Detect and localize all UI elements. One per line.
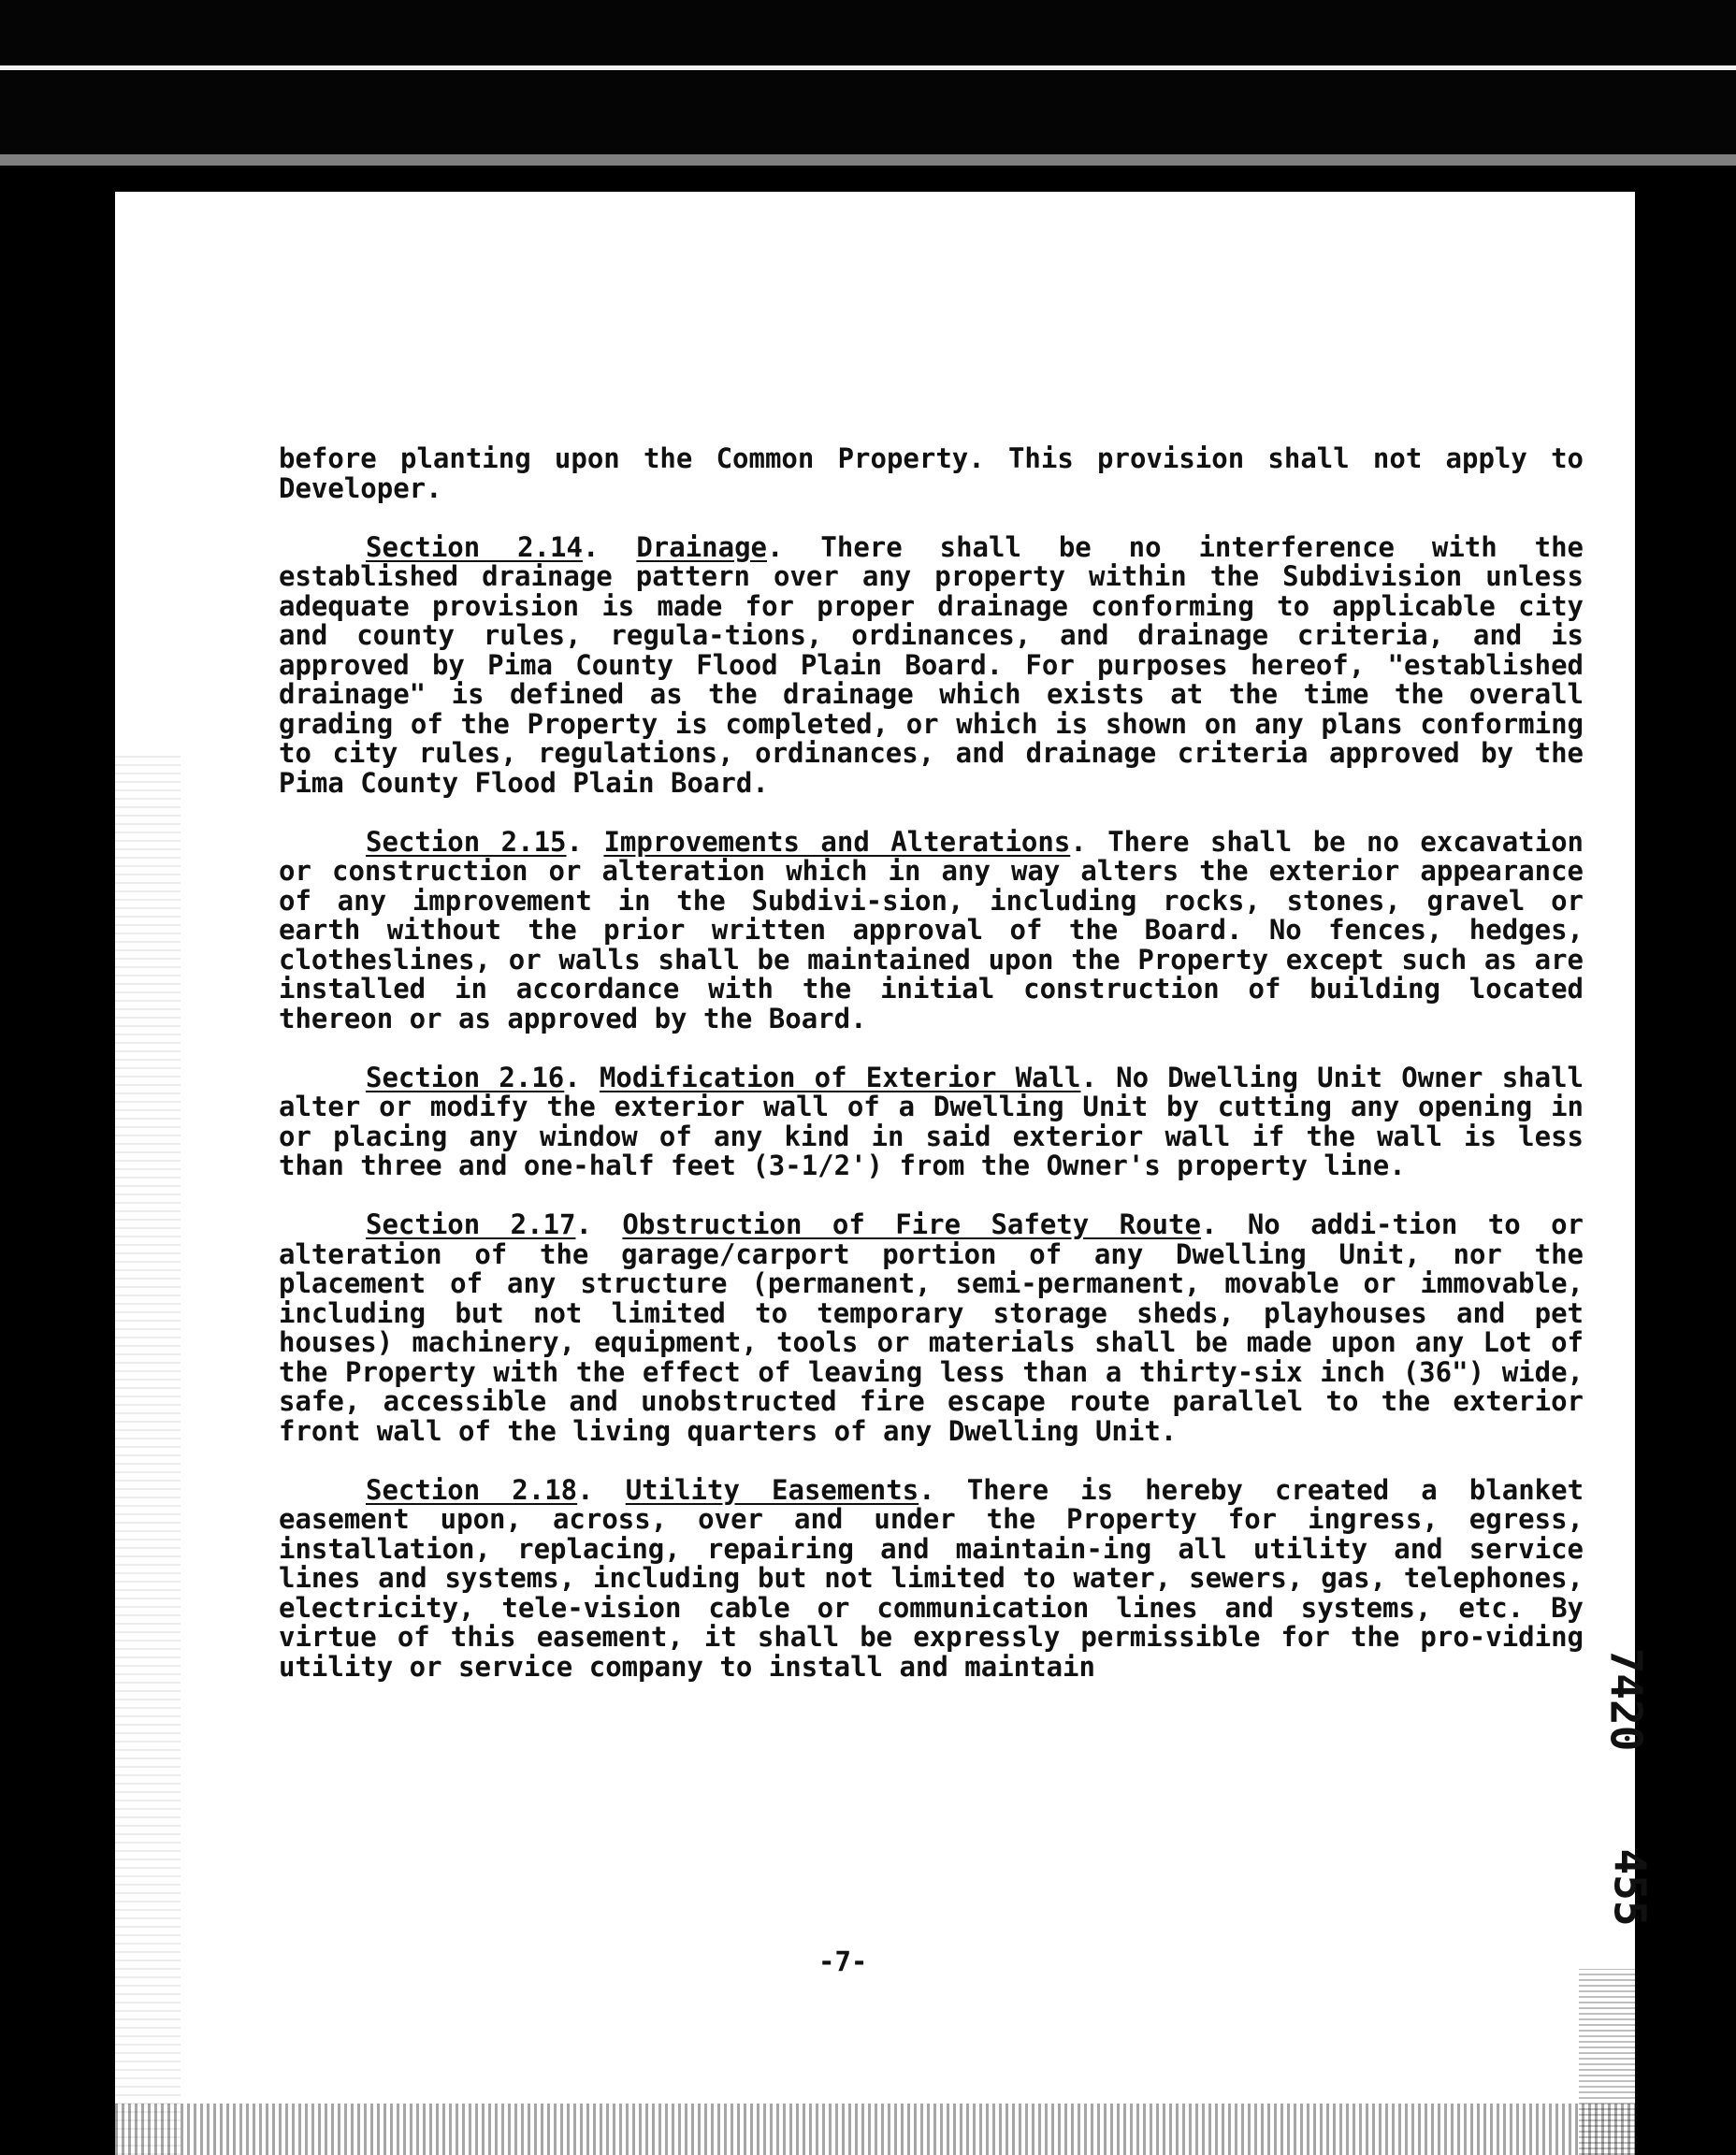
section-heading: Utility Easements [625, 1473, 919, 1506]
section-text: No addi-tion to or alteration of the garage/carport portion of any Dwelling Unit, nor the placement of any structure (permanent, semi-permanent, movable or immovable, including but not limited to temporary storage sheds, playhouses and pet houses) machinery, equipment, tools or materials shall be made upon any Lot of the Property with the effect of leaving less than a thirty-six inch (36") wide, safe, accessible and unobstructed fire escape route parallel to the exterior front wall of the living quarters of any Dwelling Unit. [279, 1208, 1584, 1447]
section-heading: Modification of Exterior Wall [599, 1061, 1081, 1093]
document-body [279, 444, 1584, 1712]
section-2-15: Section 2.15. Improvements and Alterations. There shall be no excavation or construction or alteration which in any way alters the exterior appearance of any improvement in the Subdivi-sion, including rocks, stones, gravel or earth without the prior written approval of the Board. No fences, hedges, clotheslines, or walls shall be maintained upon the Property except such as are installed in accordance with the initial construction of building located thereon or as approved by the Board. [279, 825, 1584, 1034]
section-text: No Dwelling Unit Owner shall alter or modify the exterior wall of a Dwelling Unit by cutting any opening in or placing any window of any kind in said exterior wall if the wall is less than three and one-half feet (3-1/2') from the Owner's property line. [279, 1061, 1584, 1181]
document-page [115, 192, 1656, 2155]
section-text: There is hereby created a blanket easement upon, across, over and under the Property for ingress, egress, installation, replacing, repairing and maintain-ing all utility and service lines and systems, including but not limited to water, sewers, gas, telephones, electricity, tele-vision cable or communication lines and systems, etc. By virtue of this easement, it shall be expressly permissible for the pro-viding utility or service company to install and maintain [279, 1473, 1584, 1683]
section-number: Section 2.14 [366, 530, 583, 563]
section-text: There shall be no interference with the established drainage pattern over any property within the Subdivision unless adequate provision is made for proper drainage conforming to applicable city and county rules, regula-tions, ordinances, and drainage criteria, and is approved by Pima County Flood Plain Board. For purposes hereof, "established drainage" is defined as the drainage which exists at the time the overall grading of the Property is completed, or which is shown on any plans conforming to city rules, regulations, ordinances, and drainage criteria approved by the Pima County Flood Plain Board. [279, 530, 1584, 799]
section-number: Section 2.15 [366, 825, 567, 858]
margin-page-number: 455 [1604, 1848, 1656, 1927]
section-heading: Drainage [636, 530, 768, 563]
section-text: There shall be no excavation or construction or alteration which in any way alters the exterior appearance of any improvement in the Subdivi-sion, including rocks, stones, gravel or earth without the prior written approval of the Board. No fences, hedges, clotheslines, or walls shall be maintained upon the Property except such as are installed in accordance with the initial construction of building located thereon or as approved by the Board. [279, 825, 1584, 1034]
scan-noise-left [115, 753, 181, 2155]
section-2-14: Section 2.14. Drainage. There shall be no interference with the established drainage pattern over any property within the Subdivision unless adequate provision is made for proper drainage conforming to applicable city and county rules, regula-tions, ordinances, and drainage criteria, and is approved by Pima County Flood Plain Board. For purposes hereof, "established drainage" is defined as the drainage which exists at the time the overall grading of the Property is completed, or which is shown on any plans conforming to city rules, regulations, ordinances, and drainage criteria approved by the Pima County Flood Plain Board. [279, 530, 1584, 799]
paragraph-continuation [279, 444, 1584, 503]
section-heading: Obstruction of Fire Safety Route [622, 1208, 1201, 1240]
section-number: Section 2.16 [366, 1061, 565, 1093]
paragraph-text: before planting upon the Common Property. This provision shall not apply to Developer. [279, 442, 1584, 504]
section-heading: Improvements and Alterations [603, 825, 1071, 858]
section-2-17: Section 2.17. Obstruction of Fire Safety Route. No addi-tion to or alteration of the garage/carport portion of any Dwelling Unit, nor the placement of any structure (permanent, semi-permanent, movable or immovable, including but not limited to temporary storage sheds, playhouses and pet houses) machinery, equipment, tools or materials shall be made upon any Lot of the Property with the effect of leaving less than a thirty-six inch (36") wide, safe, accessible and unobstructed fire escape route parallel to the exterior front wall of the living quarters of any Dwelling Unit. [279, 1208, 1584, 1447]
section-2-16: Section 2.16. Modification of Exterior Wall. No Dwelling Unit Owner shall alter or modify the exterior wall of a Dwelling Unit by cutting any opening in or placing any window of any kind in said exterior wall if the wall is less than three and one-half feet (3-1/2') from the Owner's property line. [279, 1061, 1584, 1181]
scan-noise-bottom [115, 2104, 1635, 2155]
section-number: Section 2.17 [366, 1208, 576, 1240]
scan-edge-line-lower [0, 154, 1736, 166]
section-2-18: Section 2.18. Utility Easements. There is hereby created a blanket easement upon, across, over and under the Property for ingress, egress, installation, replacing, repairing and maintain-ing all utility and service lines and systems, including but not limited to water, sewers, gas, telephones, electricity, tele-vision cable or communication lines and systems, etc. By virtue of this easement, it shall be expressly permissible for the pro-viding utility or service company to install and maintain [279, 1473, 1584, 1683]
scan-top-band [0, 0, 1736, 168]
scan-edge-line [0, 65, 1736, 70]
section-number: Section 2.18 [366, 1473, 578, 1506]
page-number: -7- [818, 1945, 868, 1977]
margin-docket-number: 7420 [1600, 1647, 1652, 1752]
